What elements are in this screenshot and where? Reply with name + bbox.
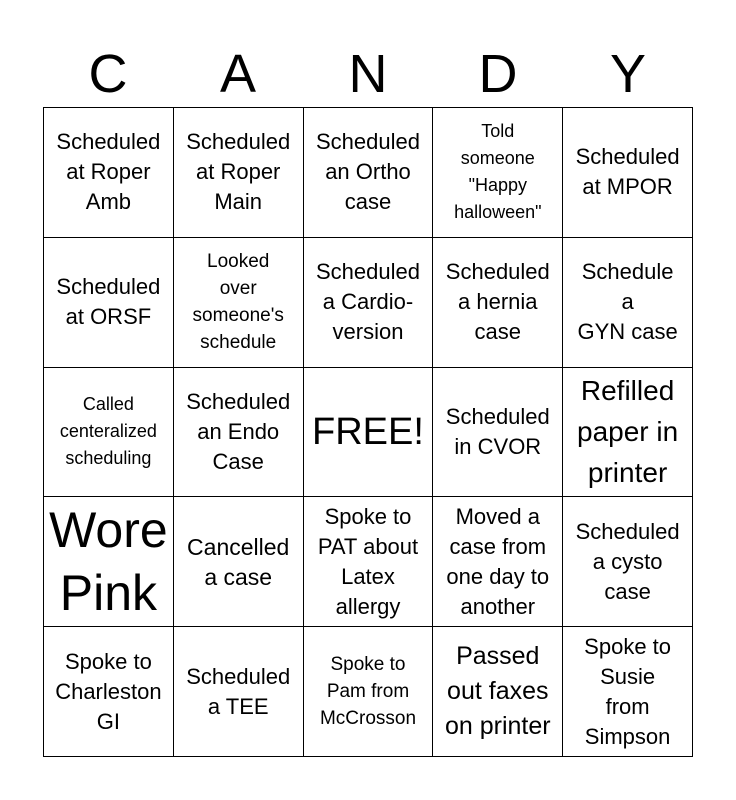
bingo-cell-r1-c4[interactable]: Told someone "Happy halloween"	[433, 108, 563, 238]
bingo-cell-r5-c1[interactable]: Spoke to Charleston GI	[44, 627, 174, 757]
bingo-cell-r1-c3[interactable]: Scheduled an Ortho case	[304, 108, 434, 238]
free-space[interactable]: FREE!	[304, 368, 434, 498]
bingo-cell-r4-c2[interactable]: Cancelled a case	[174, 497, 304, 627]
header-letter-c: C	[88, 44, 128, 104]
bingo-cell-r4-c3[interactable]: Spoke to PAT about Latex allergy	[304, 497, 434, 627]
header-letter-d: D	[478, 44, 518, 104]
bingo-cell-r2-c5[interactable]: Schedule a GYN case	[563, 238, 693, 368]
bingo-cell-r3-c1[interactable]: Called centeralized scheduling	[44, 368, 174, 498]
bingo-cell-r2-c3[interactable]: Scheduled a Cardio- version	[304, 238, 434, 368]
bingo-cell-r5-c3[interactable]: Spoke to Pam from McCrosson	[304, 627, 434, 757]
bingo-cell-r2-c1[interactable]: Scheduled at ORSF	[44, 238, 174, 368]
bingo-cell-r1-c2[interactable]: Scheduled at Roper Main	[174, 108, 304, 238]
bingo-board	[43, 107, 693, 757]
bingo-header	[43, 40, 693, 108]
bingo-cell-r3-c5[interactable]: Refilled paper in printer	[563, 368, 693, 498]
bingo-cell-r1-c5[interactable]: Scheduled at MPOR	[563, 108, 693, 238]
bingo-cell-r4-c4[interactable]: Moved a case from one day to another	[433, 497, 563, 627]
bingo-cell-r5-c2[interactable]: Scheduled a TEE	[174, 627, 304, 757]
header-letter-a: A	[219, 44, 257, 104]
bingo-cell-r4-c1[interactable]: Wore Pink	[44, 497, 174, 627]
bingo-cell-r3-c2[interactable]: Scheduled an Endo Case	[174, 368, 304, 498]
bingo-cell-r1-c1[interactable]: Scheduled at Roper Amb	[44, 108, 174, 238]
bingo-cell-r4-c5[interactable]: Scheduled a cysto case	[563, 497, 693, 627]
bingo-cell-r2-c4[interactable]: Scheduled a hernia case	[433, 238, 563, 368]
bingo-cell-r2-c2[interactable]: Looked over someone's schedule	[174, 238, 304, 368]
header-letter-y: Y	[609, 44, 647, 104]
bingo-cell-r5-c5[interactable]: Spoke to Susie from Simpson	[563, 627, 693, 757]
header-letter-n: N	[348, 44, 388, 104]
bingo-cell-r5-c4[interactable]: Passed out faxes on printer	[433, 627, 563, 757]
bingo-cell-r3-c4[interactable]: Scheduled in CVOR	[433, 368, 563, 498]
